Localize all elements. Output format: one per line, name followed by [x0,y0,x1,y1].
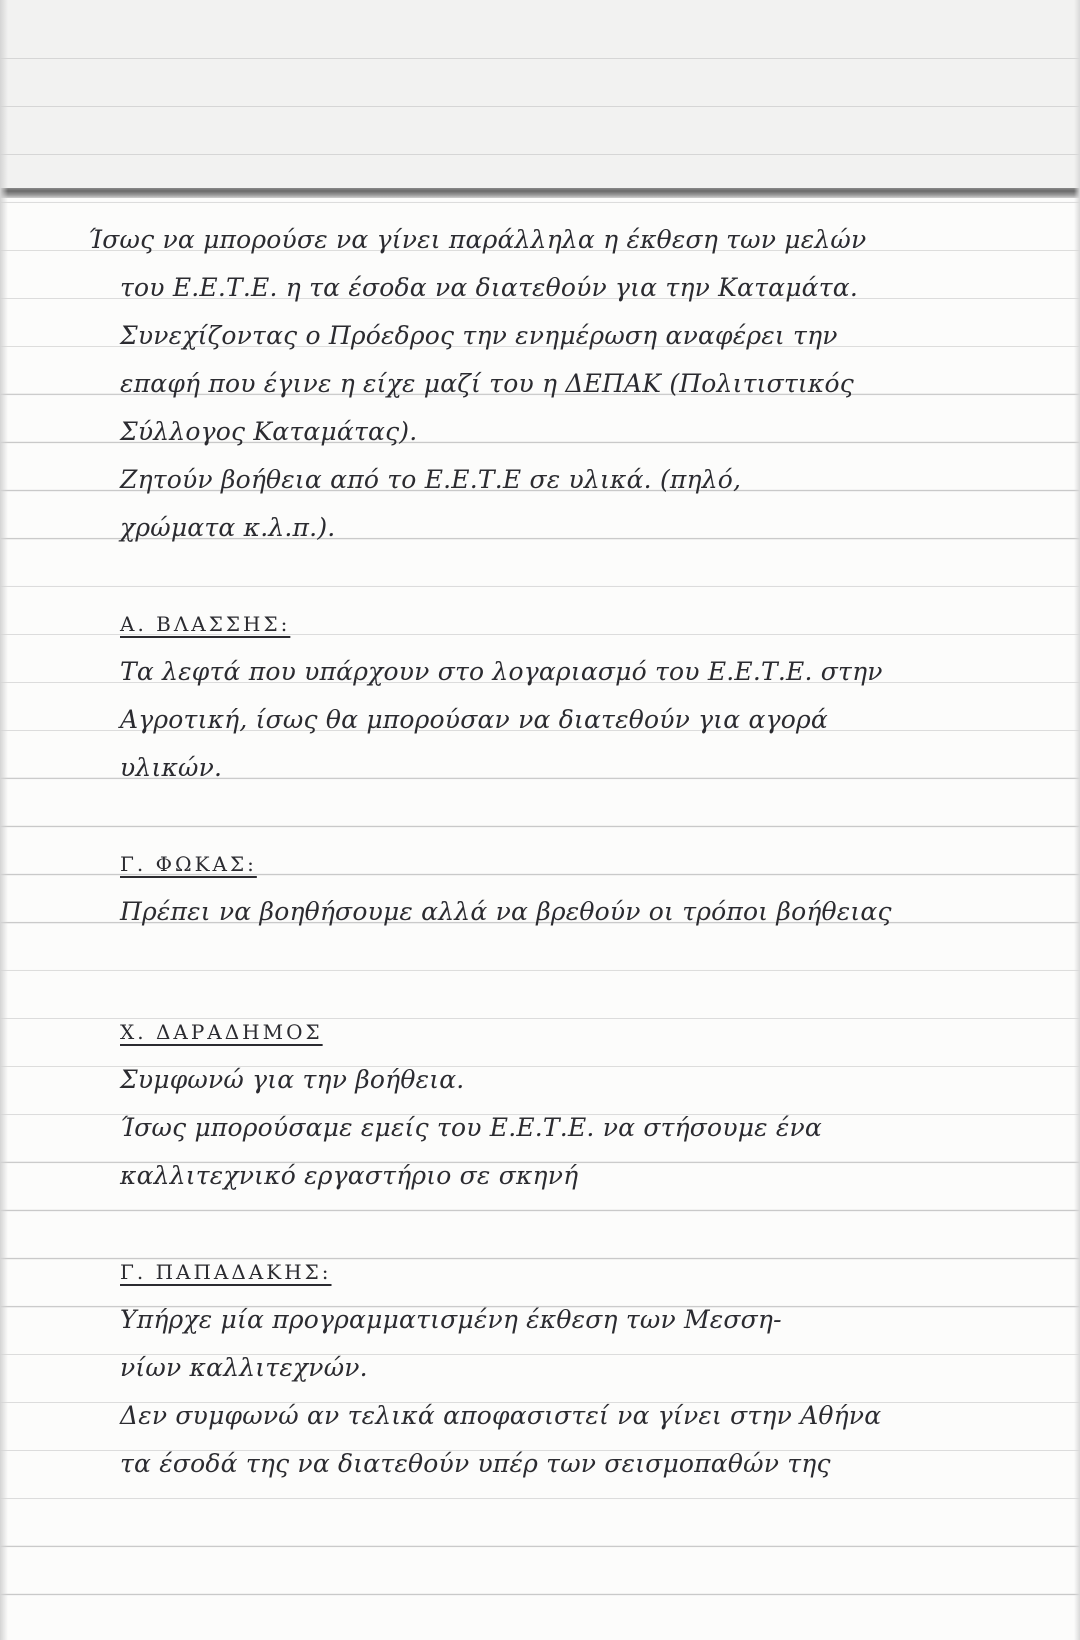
speaker-name: Α. ΒΛΑΣΣΗΣ: [120,612,291,636]
text-line: Συνεχίζοντας ο Πρόεδρος την ενημέρωση αναφέρει την [120,321,838,350]
text-line: Πρέπει να βοηθήσουμε αλλά να βρεθούν οι τρόποι βοήθειας [120,897,892,926]
blank-line [120,984,1060,1008]
blank-line [120,552,1060,600]
text-line: υλικών. [120,753,223,782]
text-line: Αγροτική, ίσως θα μπορούσαν να διατεθούν για αγορά [120,705,828,734]
minutes-text [88,216,1060,1488]
page-edge-shadow [0,0,8,1640]
text-line: Σύλλογος Καταμάτας). [120,417,418,446]
blank-top-area [0,0,1080,188]
page-edge-shadow-right [1074,0,1080,1640]
text-line: χρώματα κ.λ.π.). [120,513,336,542]
text-line: Ζητούν βοήθεια από το Ε.Ε.Τ.Ε σε υλικά. (πηλό, [120,465,742,494]
text-line: νίων καλλιτεχνών. [120,1353,368,1382]
speaker-name: Γ. ΠΑΠΑΔΑΚΗΣ: [120,1260,332,1284]
text-line: καλλιτεχνικό εργαστήριο σε σκηνή [120,1161,579,1190]
text-line: Τα λεφτά που υπάρχουν στο λογαριασμό του Ε.Ε.Τ.Ε. στην [120,657,883,686]
blank-line [120,1200,1060,1248]
text-line: επαφή που έγινε η είχε μαζί του η ΔΕΠΑΚ (Πολιτιστικός [120,369,854,398]
text-line: Υπήρχε μία προγραμματισμένη έκθεση των Μεσση- [120,1305,782,1334]
blank-line [120,792,1060,840]
text-line: Ίσως να μπορούσε να γίνει παράλληλα η έκθεση των μελών [88,225,867,254]
text-line: Συμφωνώ για την βοήθεια. [120,1065,465,1094]
text-line: Ίσως μπορούσαμε εμείς του Ε.Ε.Τ.Ε. να στήσουμε ένα [120,1113,823,1142]
text-line: Δεν συμφωνώ αν τελικά αποφασιστεί να γίνει στην Αθήνα [120,1401,882,1430]
speaker-name: Γ. ΦΩΚΑΣ: [120,852,257,876]
blank-line [120,936,1060,984]
text-line: τα έσοδά της να διατεθούν υπέρ των σεισμοπαθών της [120,1449,831,1478]
speaker-name: Χ. ΔΑΡΑΔΗΜΟΣ [120,1020,323,1044]
page-header-rule [0,188,1080,198]
text-line: του Ε.Ε.Τ.Ε. η τα έσοδα να διατεθούν για την Καταμάτα. [120,273,859,302]
